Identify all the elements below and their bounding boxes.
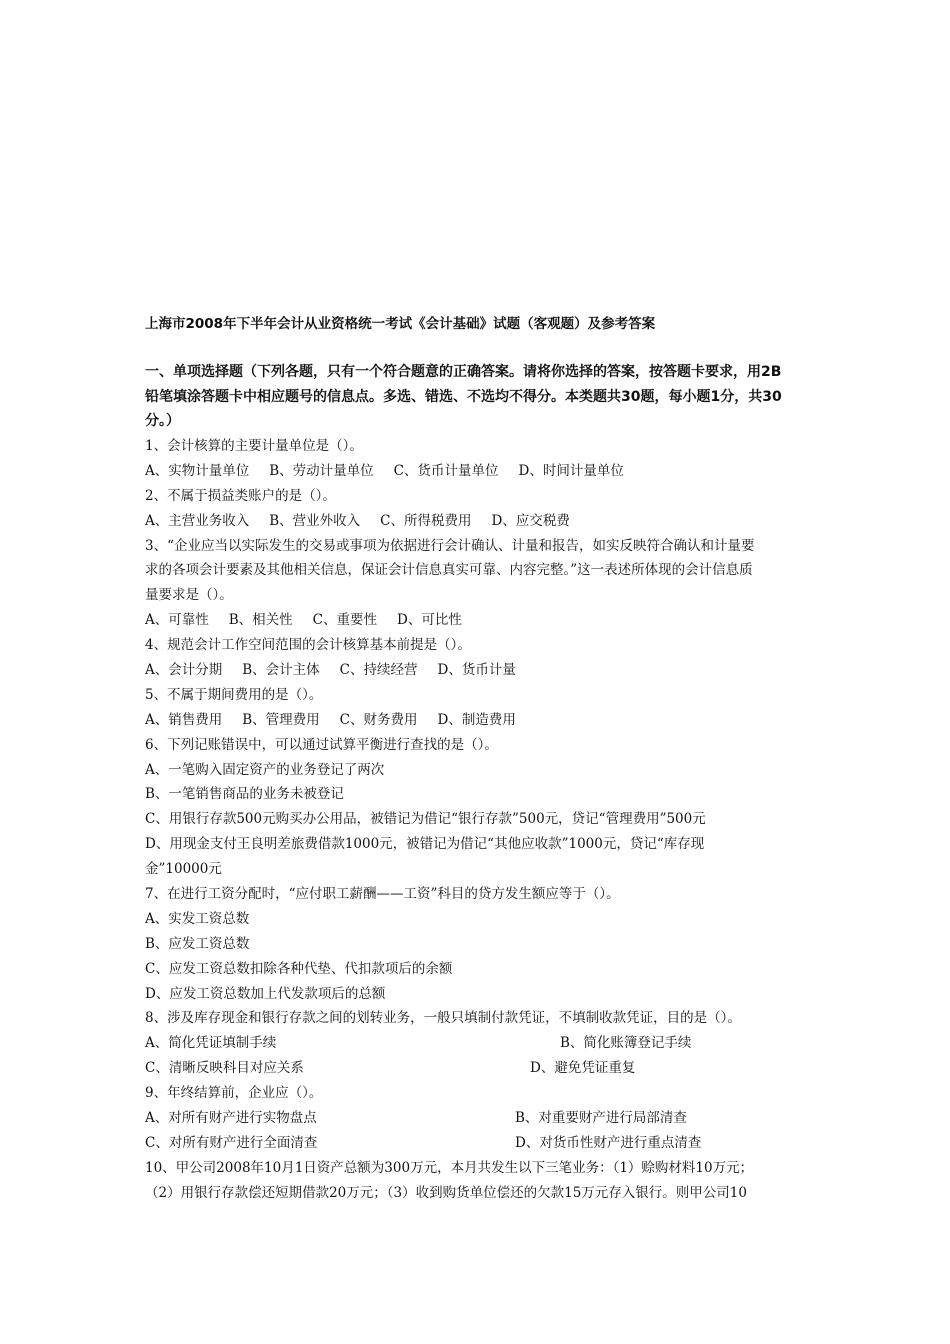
option-a: A、销售费用 [145,711,223,728]
questions-body [145,434,813,1206]
option-b: B、劳动计量单位 [269,462,374,479]
option-c: C、应发工资总数扣除各种代垫、代扣款项后的余额 [145,960,453,977]
question-5-stem: 5、不属于期间费用的是（）。 [145,686,323,703]
question-2-stem: 2、不属于损益类账户的是（）。 [145,487,336,504]
option-b: B、会计主体 [242,662,320,679]
question-4-stem: 4、规范会计工作空间范围的会计核算基本前提是（）。 [145,637,471,654]
question-6-stem: 6、下列记账错误中，可以通过试算平衡进行查找的是（）。 [145,736,498,753]
option-d: D、避免凭证重复 [530,1060,636,1077]
option-c: C、财务费用 [339,711,418,728]
option-b: B、相关性 [228,612,293,629]
option-d: D、货币计量 [437,662,516,679]
option-d-continued: 金”10000元 [145,861,222,878]
option-a: A、简化凭证填制手续 [145,1035,277,1052]
option-b: B、简化账簿登记手续 [560,1035,692,1052]
question-8-stem: 8、涉及库存现金和银行存款之间的划转业务，一般只填制付款凭证，不填制收款凭证，目的是（）。 [145,1010,741,1027]
section-header-line: 分。） [145,413,180,429]
question-8-options-row-1 [145,1031,813,1056]
question-5-options [145,708,813,733]
option-d: D、应交税费 [491,512,570,529]
option-d: D、应发工资总数加上代发款项后的总额 [145,985,386,1002]
option-b: B、管理费用 [242,711,320,728]
section-header [145,360,813,434]
question-10-stem-line: （2）用银行存款偿还短期借款20万元；（3）收到购货单位偿还的欠款15万元存入银行。则甲公司10 [145,1184,747,1201]
option-d: D、时间计量单位 [518,462,624,479]
option-c: C、清晰反映科目对应关系 [145,1060,304,1077]
option-c: C、用银行存款500元购买办公用品，被错记为借记“银行存款”500元，贷记“管理费用”500元 [145,811,706,828]
option-c: C、持续经营 [339,662,418,679]
option-a: A、一笔购入固定资产的业务登记了两次 [145,761,385,778]
document-title: 上海市2008年下半年会计从业资格统一考试《会计基础》试题（客观题）及参考答案 [145,316,656,332]
question-4-options [145,658,813,683]
option-d: D、可比性 [397,612,462,629]
question-10-stem-line: 10、甲公司2008年10月1日资产总额为300万元，本月共发生以下三笔业务：（1）赊购材料10万元； [145,1159,754,1176]
option-b: B、营业外收入 [269,512,361,529]
question-1-options [145,459,813,484]
question-3-stem-line: 量要求是（）。 [145,587,233,604]
option-c: C、对所有财产进行全面清查 [145,1134,318,1151]
option-b: B、对重要财产进行局部清查 [515,1110,687,1127]
option-b: B、一笔销售商品的业务未被登记 [145,786,344,803]
question-2-options [145,509,813,534]
option-c: C、货币计量单位 [393,462,499,479]
option-b: B、应发工资总数 [145,935,250,952]
section-header-line: 铅笔填涂答题卡中相应题号的信息点。多选、错选、不选均不得分。本类题共30题，每小题1分，共30 [145,388,782,405]
question-9-stem: 9、年终结算前，企业应（）。 [145,1085,323,1102]
option-a: A、会计分期 [145,662,223,679]
question-3-options [145,608,813,633]
option-c: C、重要性 [312,612,378,629]
question-3-stem-line: 3、“企业应当以实际发生的交易或事项为依据进行会计确认、计量和报告，如实反映符合确认和计量要 [145,537,755,554]
option-d: D、用现金支付王良明差旅费借款1000元，被错记为借记“其他应收款”1000元，贷记“库存现 [145,836,705,853]
option-a: A、实物计量单位 [145,462,250,479]
question-9-options-row-2 [145,1131,813,1156]
section-header-line: 一、单项选择题（下列各题，只有一个符合题意的正确答案。请将你选择的答案，按答题卡要求，用2B [145,364,782,380]
option-a: A、对所有财产进行实物盘点 [145,1110,317,1127]
question-7-stem: 7、在进行工资分配时，“应付职工薪酬——工资”科目的贷方发生额应等于（）。 [145,886,620,903]
option-d: D、制造费用 [437,711,516,728]
option-c: C、所得税费用 [380,512,472,529]
question-8-options-row-2 [145,1056,813,1081]
option-a: A、实发工资总数 [145,910,250,927]
question-1-stem: 1、会计核算的主要计量单位是（）。 [145,438,363,454]
option-a: A、可靠性 [145,612,209,629]
option-a: A、主营业务收入 [145,512,250,529]
question-3-stem-line: 求的各项会计要素及其他相关信息，保证会计信息真实可靠、内容完整。”这一表述所体现的会计信息质 [145,562,753,579]
option-d: D、对货币性财产进行重点清查 [515,1134,702,1151]
question-9-options-row-1 [145,1106,813,1131]
